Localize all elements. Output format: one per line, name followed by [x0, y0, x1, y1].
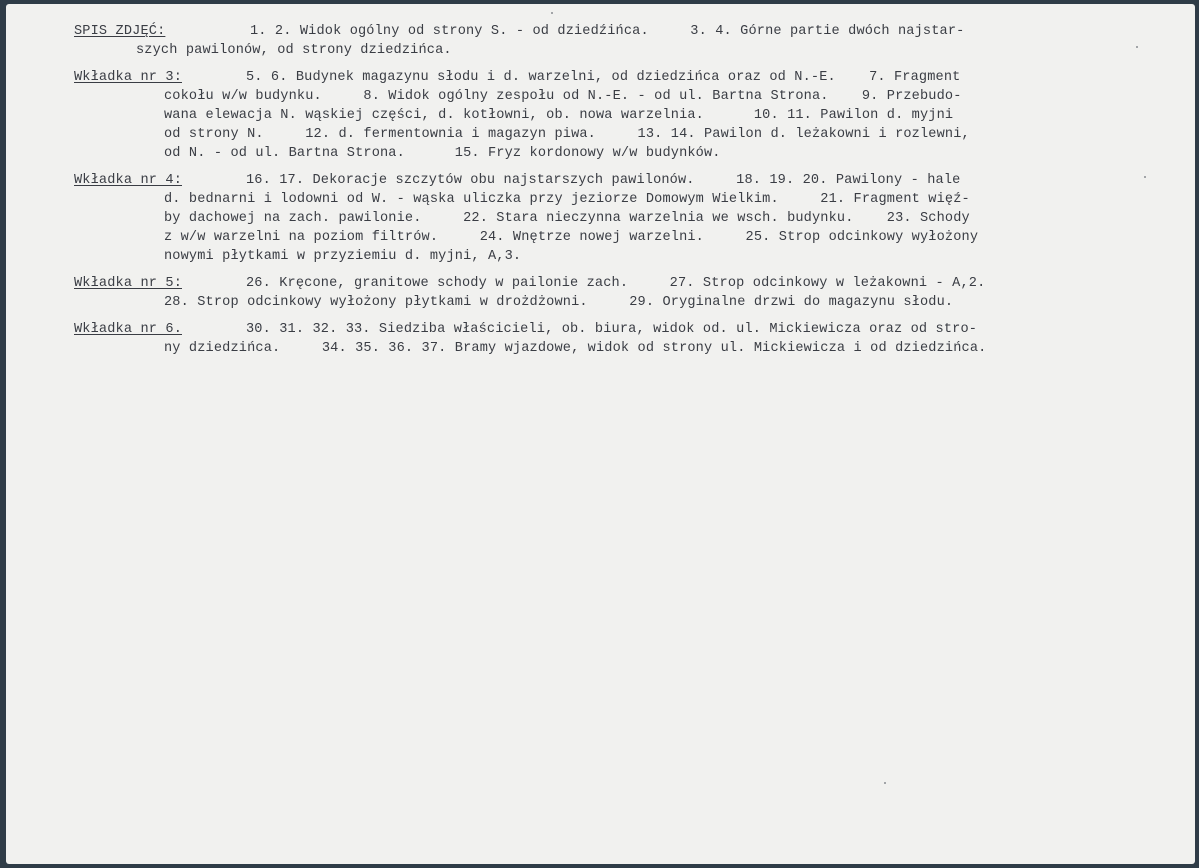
speck — [1144, 176, 1146, 178]
header-line-2: szych pawilonów, od strony dziedzińca. — [136, 43, 452, 58]
section-line: 16. 17. Dekoracje szczytów obu najstarszych pawilonów. 18. 19. 20. Pawilony - hale — [246, 173, 961, 188]
section-line: 28. Strop odcinkowy wyłożony płytkami w drożdżowni. 29. Oryginalne drzwi do magazynu słodu. — [164, 295, 954, 310]
speck — [551, 12, 553, 14]
speck — [884, 782, 886, 784]
section-insert-3 — [74, 68, 1184, 163]
section-line: cokołu w/w budynku. 8. Widok ogólny zespołu od N.-E. - od ul. Bartna Strona. 9. Przebudo- — [164, 89, 962, 104]
section-line: ny dziedzińca. 34. 35. 36. 37. Bramy wjazdowe, widok od strony ul. Mickiewicza i od dziedzińca. — [164, 341, 987, 356]
section-insert-4 — [74, 171, 1184, 266]
section-label: Wkładka nr 5: — [74, 276, 182, 291]
section-line: z w/w warzelni na poziom filtrów. 24. Wnętrze nowej warzelni. 25. Strop odcinkowy wyłożony — [164, 230, 979, 245]
header-label: SPIS ZDJĘĆ: — [74, 24, 166, 39]
section-line: od N. - od ul. Bartna Strona. 15. Fryz kordonowy w/w budynków. — [164, 146, 721, 161]
typed-text — [74, 22, 1184, 366]
section-insert-5 — [74, 274, 1184, 312]
section-label: Wkładka nr 4: — [74, 173, 182, 188]
section-line: d. bednarni i lodowni od W. - wąska uliczka przy jeziorze Domowym Wielkim. 21. Fragment więź- — [164, 192, 970, 207]
section-line: 26. Kręcone, granitowe schody w pailonie zach. 27. Strop odcinkowy w leżakowni - A,2. — [246, 276, 986, 291]
section-label: Wkładka nr 6. — [74, 322, 182, 337]
section-line: by dachowej na zach. pawilonie. 22. Stara nieczynna warzelnia we wsch. budynku. 23. Schody — [164, 211, 970, 226]
section-line: 30. 31. 32. 33. Siedziba właścicieli, ob. biura, widok od. ul. Mickiewicza oraz od stro- — [246, 322, 978, 337]
photo-list-header — [74, 22, 1184, 60]
index-card — [6, 4, 1195, 864]
section-line: 5. 6. Budynek magazynu słodu i d. warzelni, od dziedzińca oraz od N.-E. 7. Fragment — [246, 70, 961, 85]
speck — [1136, 46, 1138, 48]
section-line: od strony N. 12. d. fermentownia i magazyn piwa. 13. 14. Pawilon d. leżakowni i rozlewni, — [164, 127, 970, 142]
header-line-1: 1. 2. Widok ogólny od strony S. - od dziedźińca. 3. 4. Górne partie dwóch najstar- — [250, 24, 965, 39]
section-line: wana elewacja N. wąskiej części, d. kotłowni, ob. nowa warzelnia. 10. 11. Pawilon d. myjni — [164, 108, 954, 123]
section-label: Wkładka nr 3: — [74, 70, 182, 85]
section-line: nowymi płytkami w przyziemiu d. myjni, A,3. — [164, 249, 522, 264]
section-insert-6 — [74, 320, 1184, 358]
